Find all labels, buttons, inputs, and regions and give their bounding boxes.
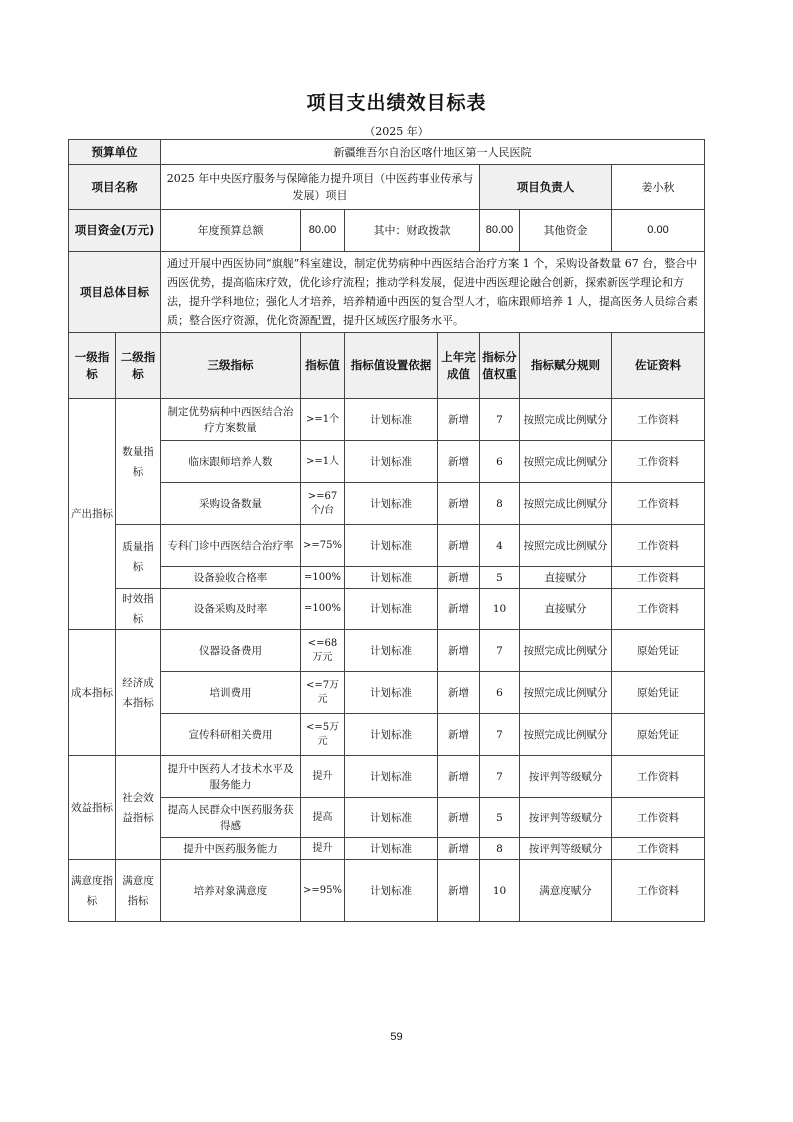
indicator-value: <=68万元	[301, 630, 345, 672]
evidence: 工作资料	[612, 838, 705, 860]
last-year-value: 新增	[438, 860, 480, 922]
weight: 8	[480, 838, 520, 860]
evidence: 工作资料	[612, 798, 705, 838]
table-header-row	[69, 333, 705, 399]
indicator-value: >=1人	[301, 441, 345, 483]
header-cell: 指标分值权重	[480, 333, 520, 399]
indicator-value: 提升	[301, 756, 345, 798]
weight: 6	[480, 441, 520, 483]
weight: 6	[480, 672, 520, 714]
header-cell: 三级指标	[161, 333, 301, 399]
basis: 计划标准	[345, 441, 438, 483]
last-year-value: 新增	[438, 798, 480, 838]
project-name-value: 2025 年中央医疗服务与保障能力提升项目（中医药事业传承与发展）项目	[161, 165, 480, 210]
scoring-rule: 按照完成比例赋分	[520, 672, 612, 714]
weight: 5	[480, 567, 520, 589]
scoring-rule: 按照完成比例赋分	[520, 441, 612, 483]
third-level-indicator: 提高人民群众中医药服务获得感	[161, 798, 301, 838]
basis: 计划标准	[345, 483, 438, 525]
basis: 计划标准	[345, 630, 438, 672]
evidence: 工作资料	[612, 567, 705, 589]
page-title: 项目支出绩效目标表	[306, 92, 487, 114]
table-row	[69, 798, 705, 838]
weight: 10	[480, 860, 520, 922]
scoring-rule: 按评判等级赋分	[520, 798, 612, 838]
header-cell: 上年完成值	[438, 333, 480, 399]
table-row	[69, 756, 705, 798]
weight: 7	[480, 756, 520, 798]
table-row	[69, 399, 705, 441]
project-name-label: 项目名称	[69, 165, 161, 210]
third-level-indicator: 设备验收合格率	[161, 567, 301, 589]
basis: 计划标准	[345, 399, 438, 441]
third-level-indicator: 专科门诊中西医结合治疗率	[161, 525, 301, 567]
budget-unit-value: 新疆维吾尔自治区喀什地区第一人民医院	[161, 140, 705, 165]
overall-goal-label: 项目总体目标	[69, 252, 161, 333]
other-funds-value: 0.00	[612, 210, 705, 252]
scoring-rule: 满意度赋分	[520, 860, 612, 922]
page-number: 59	[390, 1031, 403, 1043]
weight: 8	[480, 483, 520, 525]
third-level-indicator: 制定优势病种中西医结合治疗方案数量	[161, 399, 301, 441]
second-level-indicator: 数量指标	[116, 399, 161, 525]
third-level-indicator: 设备采购及时率	[161, 589, 301, 630]
evidence: 工作资料	[612, 399, 705, 441]
second-level-indicator: 满意度指标	[116, 860, 161, 922]
fiscal-label: 其中：财政拨款	[345, 210, 480, 252]
project-leader-value: 姜小秋	[612, 165, 705, 210]
indicator-value: >=67个/台	[301, 483, 345, 525]
last-year-value: 新增	[438, 672, 480, 714]
header-cell: 佐证资料	[612, 333, 705, 399]
second-level-indicator: 社会效益指标	[116, 756, 161, 860]
table-row	[69, 525, 705, 567]
scoring-rule: 按评判等级赋分	[520, 838, 612, 860]
weight: 10	[480, 589, 520, 630]
budget-unit-label: 预算单位	[69, 140, 161, 165]
scoring-rule: 按照完成比例赋分	[520, 483, 612, 525]
indicator-value: >=75%	[301, 525, 345, 567]
table-row	[69, 630, 705, 672]
weight: 7	[480, 714, 520, 756]
last-year-value: 新增	[438, 567, 480, 589]
indicator-value: =100%	[301, 589, 345, 630]
scoring-rule: 按照完成比例赋分	[520, 525, 612, 567]
table-row	[69, 589, 705, 630]
table-row	[69, 567, 705, 589]
last-year-value: 新增	[438, 483, 480, 525]
table-row	[69, 860, 705, 922]
project-leader-label: 项目负责人	[480, 165, 612, 210]
header-cell: 二级指标	[116, 333, 161, 399]
third-level-indicator: 宣传科研相关费用	[161, 714, 301, 756]
header-cell: 指标赋分规则	[520, 333, 612, 399]
basis: 计划标准	[345, 860, 438, 922]
weight: 7	[480, 630, 520, 672]
basis: 计划标准	[345, 567, 438, 589]
indicator-value: <=7万元	[301, 672, 345, 714]
last-year-value: 新增	[438, 756, 480, 798]
overall-goal-value: 通过开展中西医协同“旗舰”科室建设，制定优势病种中西医结合治疗方案 1 个，采购设备数量 67 台，整合中西医优势，提高临床疗效，优化诊疗流程；推动学科发展，促进中西医理论融合创新，探索新医学理论和方法，提升学科地位；强化人才培养，培养精通中西医的复合型人才，临床跟师培养 1 人，提高医务人员综合素质；整合医疗资源，优化资源配置，提升区域医疗服务水平。	[161, 252, 705, 333]
basis: 计划标准	[345, 672, 438, 714]
last-year-value: 新增	[438, 630, 480, 672]
evidence: 工作资料	[612, 525, 705, 567]
basis: 计划标准	[345, 798, 438, 838]
fiscal-value: 80.00	[480, 210, 520, 252]
indicator-value: 提升	[301, 838, 345, 860]
last-year-value: 新增	[438, 399, 480, 441]
evidence: 工作资料	[612, 860, 705, 922]
last-year-value: 新增	[438, 714, 480, 756]
scoring-rule: 按评判等级赋分	[520, 756, 612, 798]
second-level-indicator: 质量指标	[116, 525, 161, 589]
other-funds-label: 其他资金	[520, 210, 612, 252]
evidence: 工作资料	[612, 589, 705, 630]
header-cell: 指标值设置依据	[345, 333, 438, 399]
last-year-value: 新增	[438, 441, 480, 483]
third-level-indicator: 培训费用	[161, 672, 301, 714]
basis: 计划标准	[345, 838, 438, 860]
indicator-value: >=95%	[301, 860, 345, 922]
scoring-rule: 按照完成比例赋分	[520, 630, 612, 672]
first-level-indicator: 满意度指标	[69, 860, 116, 922]
scoring-rule: 直接赋分	[520, 567, 612, 589]
third-level-indicator: 临床跟师培养人数	[161, 441, 301, 483]
evidence: 原始凭证	[612, 630, 705, 672]
third-level-indicator: 提升中医药人才技术水平及服务能力	[161, 756, 301, 798]
indicator-value: >=1个	[301, 399, 345, 441]
last-year-value: 新增	[438, 589, 480, 630]
header-cell: 指标值	[301, 333, 345, 399]
annual-budget-value: 80.00	[301, 210, 345, 252]
first-level-indicator: 产出指标	[69, 399, 116, 630]
project-funds-label: 项目资金(万元)	[69, 210, 161, 252]
evidence: 原始凭证	[612, 672, 705, 714]
indicator-value: <=5万元	[301, 714, 345, 756]
scoring-rule: 按照完成比例赋分	[520, 714, 612, 756]
table-row	[69, 714, 705, 756]
header-cell: 一级指标	[69, 333, 116, 399]
third-level-indicator: 提升中医药服务能力	[161, 838, 301, 860]
table-row	[69, 838, 705, 860]
basis: 计划标准	[345, 756, 438, 798]
evidence: 工作资料	[612, 483, 705, 525]
performance-table	[68, 139, 705, 922]
basis: 计划标准	[345, 589, 438, 630]
annual-budget-label: 年度预算总额	[161, 210, 301, 252]
basis: 计划标准	[345, 525, 438, 567]
last-year-value: 新增	[438, 838, 480, 860]
scoring-rule: 直接赋分	[520, 589, 612, 630]
evidence: 原始凭证	[612, 714, 705, 756]
second-level-indicator: 经济成本指标	[116, 630, 161, 756]
third-level-indicator: 培养对象满意度	[161, 860, 301, 922]
year-label: （2025 年）	[364, 125, 429, 138]
evidence: 工作资料	[612, 441, 705, 483]
evidence: 工作资料	[612, 756, 705, 798]
indicator-value: 提高	[301, 798, 345, 838]
weight: 4	[480, 525, 520, 567]
table-row	[69, 441, 705, 483]
weight: 7	[480, 399, 520, 441]
table-row	[69, 672, 705, 714]
last-year-value: 新增	[438, 525, 480, 567]
second-level-indicator: 时效指标	[116, 589, 161, 630]
indicator-value: =100%	[301, 567, 345, 589]
first-level-indicator: 效益指标	[69, 756, 116, 860]
third-level-indicator: 仪器设备费用	[161, 630, 301, 672]
scoring-rule: 按照完成比例赋分	[520, 399, 612, 441]
table-row	[69, 483, 705, 525]
third-level-indicator: 采购设备数量	[161, 483, 301, 525]
basis: 计划标准	[345, 714, 438, 756]
weight: 5	[480, 798, 520, 838]
first-level-indicator: 成本指标	[69, 630, 116, 756]
